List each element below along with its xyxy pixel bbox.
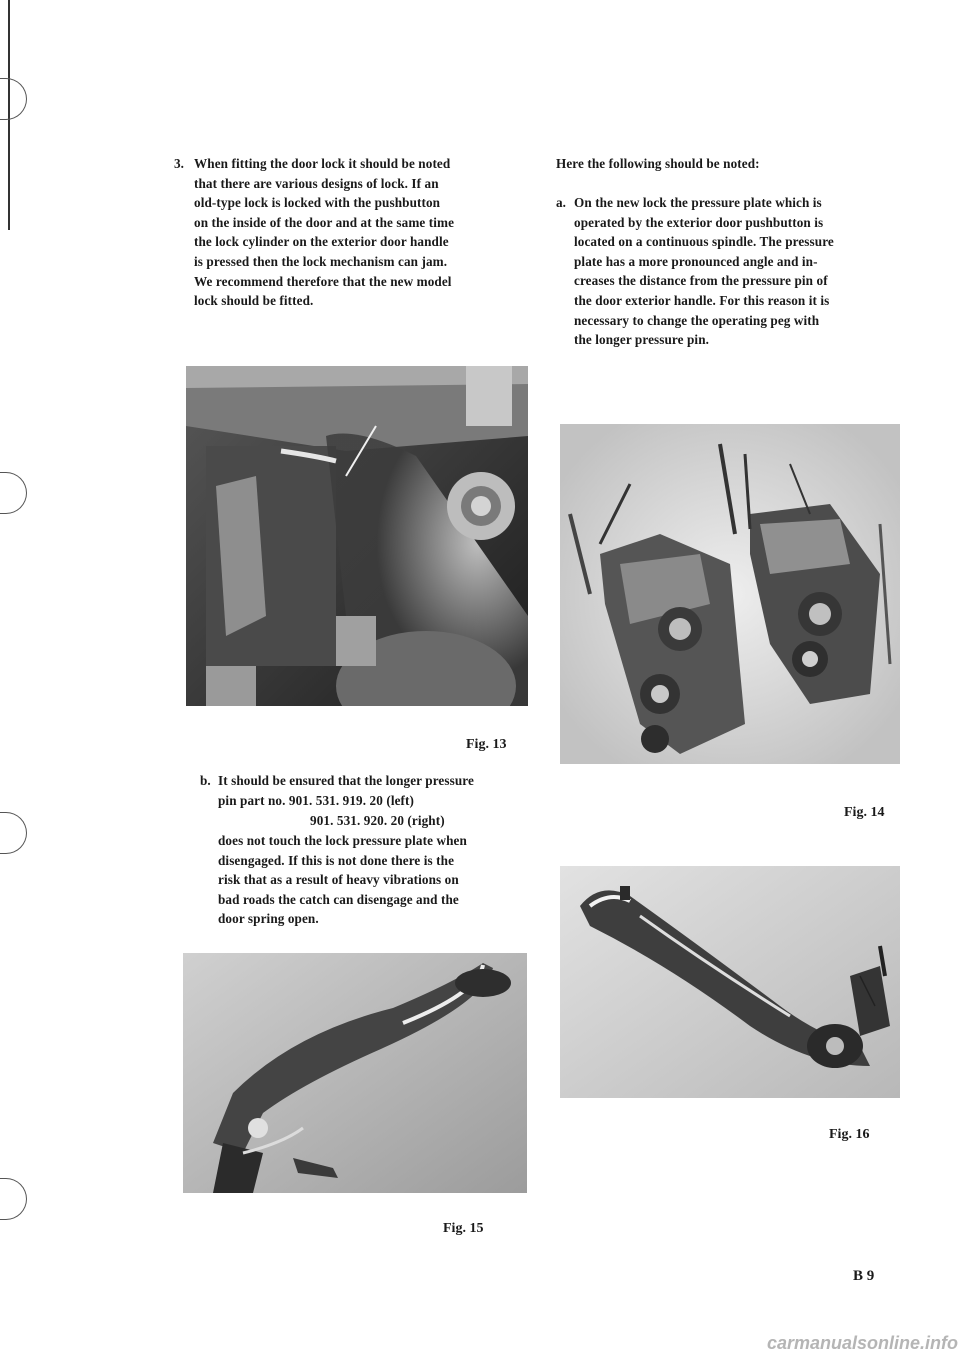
item-b-marker: b. — [200, 773, 211, 788]
item-b-text: does not touch the lock pressure plate when disengaged. If this is not done there is the risk that as a result of heavy vibrations on bad roads the catch can disengage and the door spring open. — [218, 833, 467, 927]
fig-16-photo — [560, 866, 900, 1098]
watermark-footer: carmanualsonline.info — [766, 1333, 958, 1353]
punch-hole — [0, 472, 27, 514]
fig-16-label: Fig. 16 — [829, 1127, 870, 1142]
page-number: B 9 — [853, 1268, 875, 1284]
fig-13-label: Fig. 13 — [466, 737, 507, 752]
item-b-line-2: pin part no. 901. 531. 919. 20 (left) — [218, 793, 415, 808]
fig-15-photo — [183, 953, 527, 1193]
section-3-text: When fitting the door lock it should be noted that there are various designs of lock. If an old-type lock is locked with the pushbutton on the inside of the door and at the same time the lock cylinder on the exterior door handle is pressed then the lock mechanism can jam. We recommend therefore that the new model lock should be fitted. — [194, 156, 455, 309]
punch-hole — [0, 1178, 27, 1220]
punch-hole — [0, 812, 27, 854]
right-intro: Here the following should be noted: — [556, 156, 760, 171]
fig-13-photo — [186, 366, 528, 706]
punch-hole — [0, 78, 27, 120]
item-a-marker: a. — [556, 195, 566, 210]
item-b-line-3: 901. 531. 920. 20 (right) — [310, 813, 445, 828]
fig-14-photo — [560, 424, 900, 764]
fig-15-label: Fig. 15 — [443, 1221, 484, 1236]
fig-14-label: Fig. 14 — [844, 805, 885, 820]
section-3-marker: 3. — [174, 156, 184, 171]
item-b-line-1: It should be ensured that the longer pressure — [218, 773, 474, 788]
item-a-text: On the new lock the pressure plate which is operated by the exterior door pushbutton is located on a continuous spindle. The pressure plate has a more pronounced angle and in- creases the distance from the pressure pin of the door exterior handle. For this reason it is necessary to change the operating peg with the longer pressure pin. — [574, 195, 834, 348]
